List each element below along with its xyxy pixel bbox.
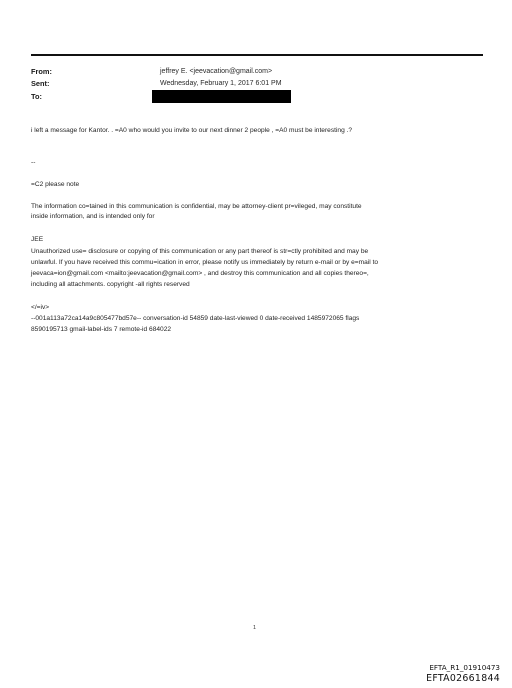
tag-line: </=iv> bbox=[31, 304, 50, 311]
metadata-line: --001a113a72ca14a9c805477bd57e-- conversation-id 54859 date-last-viewed 0 date-received 1485972065 flags bbox=[31, 315, 360, 322]
disclaimer-line: inside information, and is intended only for bbox=[31, 213, 155, 220]
please-note-line: =C2 please note bbox=[31, 181, 80, 188]
from-label: From: bbox=[31, 67, 52, 76]
to-label: To: bbox=[31, 92, 42, 101]
redaction-block bbox=[152, 90, 291, 103]
bates-number-large: EFTA02661844 bbox=[426, 673, 500, 684]
disclaimer-line: including all attachments. copyright -all rights reserved bbox=[31, 281, 190, 288]
message-line: i left a message for Kantor. . =A0 who would you invite to our next dinner 2 people , =A0 must be interesting .? bbox=[31, 127, 353, 134]
header-rule bbox=[31, 54, 483, 56]
bates-number-small: EFTA_R1_01910473 bbox=[429, 663, 500, 672]
from-value: jeffrey E. <jeevacation@gmail.com> bbox=[160, 68, 273, 75]
disclaimer-line: Unauthorized use= disclosure or copying of this communication or any part thereof is str=ctly prohibited and may be bbox=[31, 248, 369, 255]
disclaimer-line: unlawful. If you have received this commu=ication in error, please notify us immediately by return e-mail or by e=mail to bbox=[31, 259, 379, 266]
page-number: 1 bbox=[253, 625, 257, 631]
sent-value: Wednesday, February 1, 2017 6:01 PM bbox=[160, 80, 282, 87]
sent-label: Sent: bbox=[31, 79, 50, 88]
jee-line: JEE bbox=[31, 236, 44, 243]
disclaimer-line: The information co=tained in this communication is confidential, may be attorney-client pr=vileged, may constitute bbox=[31, 203, 362, 210]
metadata-line: 8590195713 gmail-label-ids 7 remote-id 684022 bbox=[31, 326, 172, 333]
signature-separator: -- bbox=[31, 159, 36, 166]
disclaimer-line: jeevaca=ion@gmail.com <mailto:jeevacation@gmail.com> , and destroy this communication and all copies thereo=, bbox=[31, 270, 369, 277]
